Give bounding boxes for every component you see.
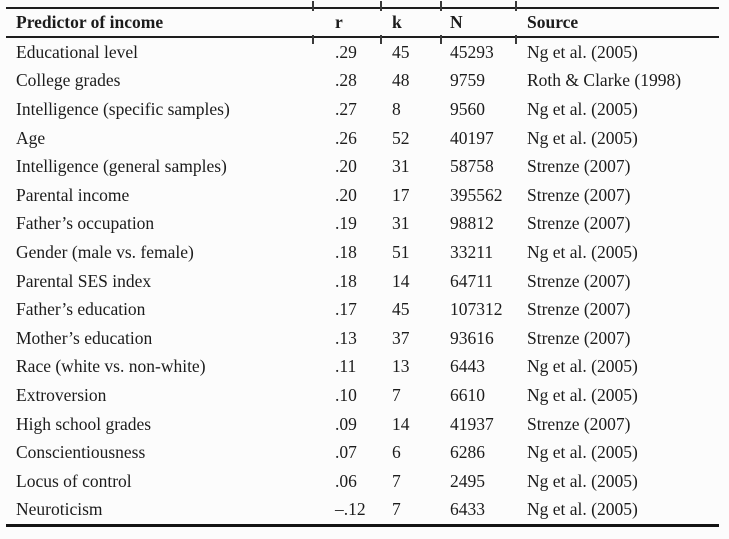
cell-source: Ng et al. (2005) <box>527 470 638 491</box>
table-row <box>6 95 719 124</box>
cell-r: .10 <box>335 384 357 405</box>
cell-n: 6610 <box>450 384 485 405</box>
column-boundary-tick <box>312 1 314 11</box>
cell-predictor: Educational level <box>16 41 138 62</box>
cell-k: 52 <box>392 127 410 148</box>
cell-n: 395562 <box>450 184 503 205</box>
cell-r: .26 <box>335 127 357 148</box>
cell-k: 45 <box>392 41 410 62</box>
cell-n: 107312 <box>450 299 503 320</box>
cell-source: Strenze (2007) <box>527 213 631 234</box>
cell-k: 14 <box>392 270 410 291</box>
table-row <box>6 295 719 324</box>
cell-k: 14 <box>392 413 410 434</box>
cell-n: 9560 <box>450 98 485 119</box>
cell-predictor: Parental income <box>16 184 130 205</box>
table-row <box>6 124 719 153</box>
cell-predictor: Father’s education <box>16 299 146 320</box>
column-boundary-tick <box>380 1 382 11</box>
cell-source: Ng et al. (2005) <box>527 98 638 119</box>
cell-k: 51 <box>392 241 410 262</box>
cell-r: .18 <box>335 241 357 262</box>
cell-source: Ng et al. (2005) <box>527 41 638 62</box>
cell-n: 33211 <box>450 241 494 262</box>
column-header-n: N <box>440 8 515 37</box>
table-row <box>6 410 719 439</box>
cell-k: 17 <box>392 184 410 205</box>
cell-n: 41937 <box>450 413 494 434</box>
column-boundary-tick <box>440 35 442 44</box>
cell-k: 31 <box>392 213 410 234</box>
cell-n: 6286 <box>450 442 485 463</box>
column-header-r: r <box>312 8 380 37</box>
column-boundary-tick <box>380 35 382 44</box>
cell-predictor: Father’s occupation <box>16 213 155 234</box>
table-row <box>6 353 719 382</box>
table-row <box>6 152 719 181</box>
cell-k: 6 <box>392 442 401 463</box>
cell-predictor: Parental SES index <box>16 270 152 291</box>
cell-r: .07 <box>335 442 357 463</box>
table-row <box>6 496 719 526</box>
cell-n: 93616 <box>450 327 494 348</box>
column-boundary-tick <box>312 35 314 44</box>
cell-r: .13 <box>335 327 357 348</box>
cell-k: 13 <box>392 356 410 377</box>
cell-source: Ng et al. (2005) <box>527 384 638 405</box>
cell-r: .29 <box>335 41 357 62</box>
cell-source: Ng et al. (2005) <box>527 241 638 262</box>
cell-source: Strenze (2007) <box>527 327 631 348</box>
cell-n: 98812 <box>450 213 494 234</box>
cell-k: 7 <box>392 470 401 491</box>
cell-source: Ng et al. (2005) <box>527 442 638 463</box>
cell-source: Ng et al. (2005) <box>515 496 719 526</box>
cell-r: .11 <box>335 356 357 377</box>
cell-source: Strenze (2007) <box>527 156 631 177</box>
cell-n: 6433 <box>440 496 515 526</box>
cell-r: .20 <box>335 156 357 177</box>
table-row <box>6 181 719 210</box>
table-row <box>6 238 719 267</box>
table-row <box>6 267 719 296</box>
cell-r: .06 <box>335 470 357 491</box>
column-boundary-tick <box>440 1 442 11</box>
predictors-of-income-table <box>6 7 719 527</box>
cell-source: Strenze (2007) <box>527 413 631 434</box>
cell-predictor: Age <box>16 127 46 148</box>
column-boundary-tick <box>515 35 517 44</box>
cell-predictor: Locus of control <box>16 470 132 491</box>
cell-predictor: Extroversion <box>16 384 107 405</box>
cell-r: .18 <box>335 270 357 291</box>
cell-predictor: High school grades <box>16 413 152 434</box>
cell-predictor: Mother’s education <box>16 327 153 348</box>
cell-r: .09 <box>335 413 357 434</box>
cell-predictor: Neuroticism <box>6 496 312 526</box>
cell-predictor: Conscientiousness <box>16 442 146 463</box>
cell-predictor: Intelligence (general samples) <box>16 156 227 177</box>
cell-r: .20 <box>335 184 357 205</box>
cell-k: 8 <box>392 98 401 119</box>
cell-r: .17 <box>335 299 357 320</box>
cell-source: Roth & Clarke (1998) <box>527 70 682 91</box>
table-row <box>6 438 719 467</box>
cell-source: Strenze (2007) <box>527 184 631 205</box>
cell-n: 40197 <box>450 127 494 148</box>
cell-k: 45 <box>392 299 410 320</box>
cell-r: .19 <box>335 213 357 234</box>
cell-predictor: College grades <box>16 70 121 91</box>
cell-source: Ng et al. (2005) <box>527 127 638 148</box>
cell-k: 37 <box>392 327 410 348</box>
cell-source: Strenze (2007) <box>527 299 631 320</box>
table-row <box>6 324 719 353</box>
cell-r: –.12 <box>312 496 380 526</box>
cell-k: 7 <box>392 384 401 405</box>
table-row <box>6 37 719 67</box>
cell-n: 64711 <box>450 270 494 291</box>
table-row <box>6 210 719 239</box>
table-row <box>6 381 719 410</box>
cell-r: .27 <box>335 98 357 119</box>
cell-k: 31 <box>392 156 410 177</box>
cell-source: Strenze (2007) <box>527 270 631 291</box>
cell-n: 2495 <box>450 470 485 491</box>
cell-k: 48 <box>392 70 410 91</box>
column-boundary-tick <box>515 1 517 11</box>
column-header-predictor: Predictor of income <box>6 8 312 37</box>
table-row <box>6 467 719 496</box>
cell-k: 7 <box>380 496 440 526</box>
cell-predictor: Race (white vs. non-white) <box>16 356 206 377</box>
column-header-k: k <box>380 8 440 37</box>
column-header-source: Source <box>515 8 719 37</box>
cell-predictor: Gender (male vs. female) <box>16 241 194 262</box>
cell-n: 9759 <box>450 70 485 91</box>
cell-predictor: Intelligence (specific samples) <box>16 98 230 119</box>
cell-n: 6443 <box>450 356 485 377</box>
table-row <box>6 67 719 96</box>
cell-r: .28 <box>335 70 357 91</box>
table-header-row <box>6 8 719 37</box>
cell-source: Ng et al. (2005) <box>527 356 638 377</box>
cell-n: 45293 <box>450 41 494 62</box>
cell-n: 58758 <box>450 156 494 177</box>
